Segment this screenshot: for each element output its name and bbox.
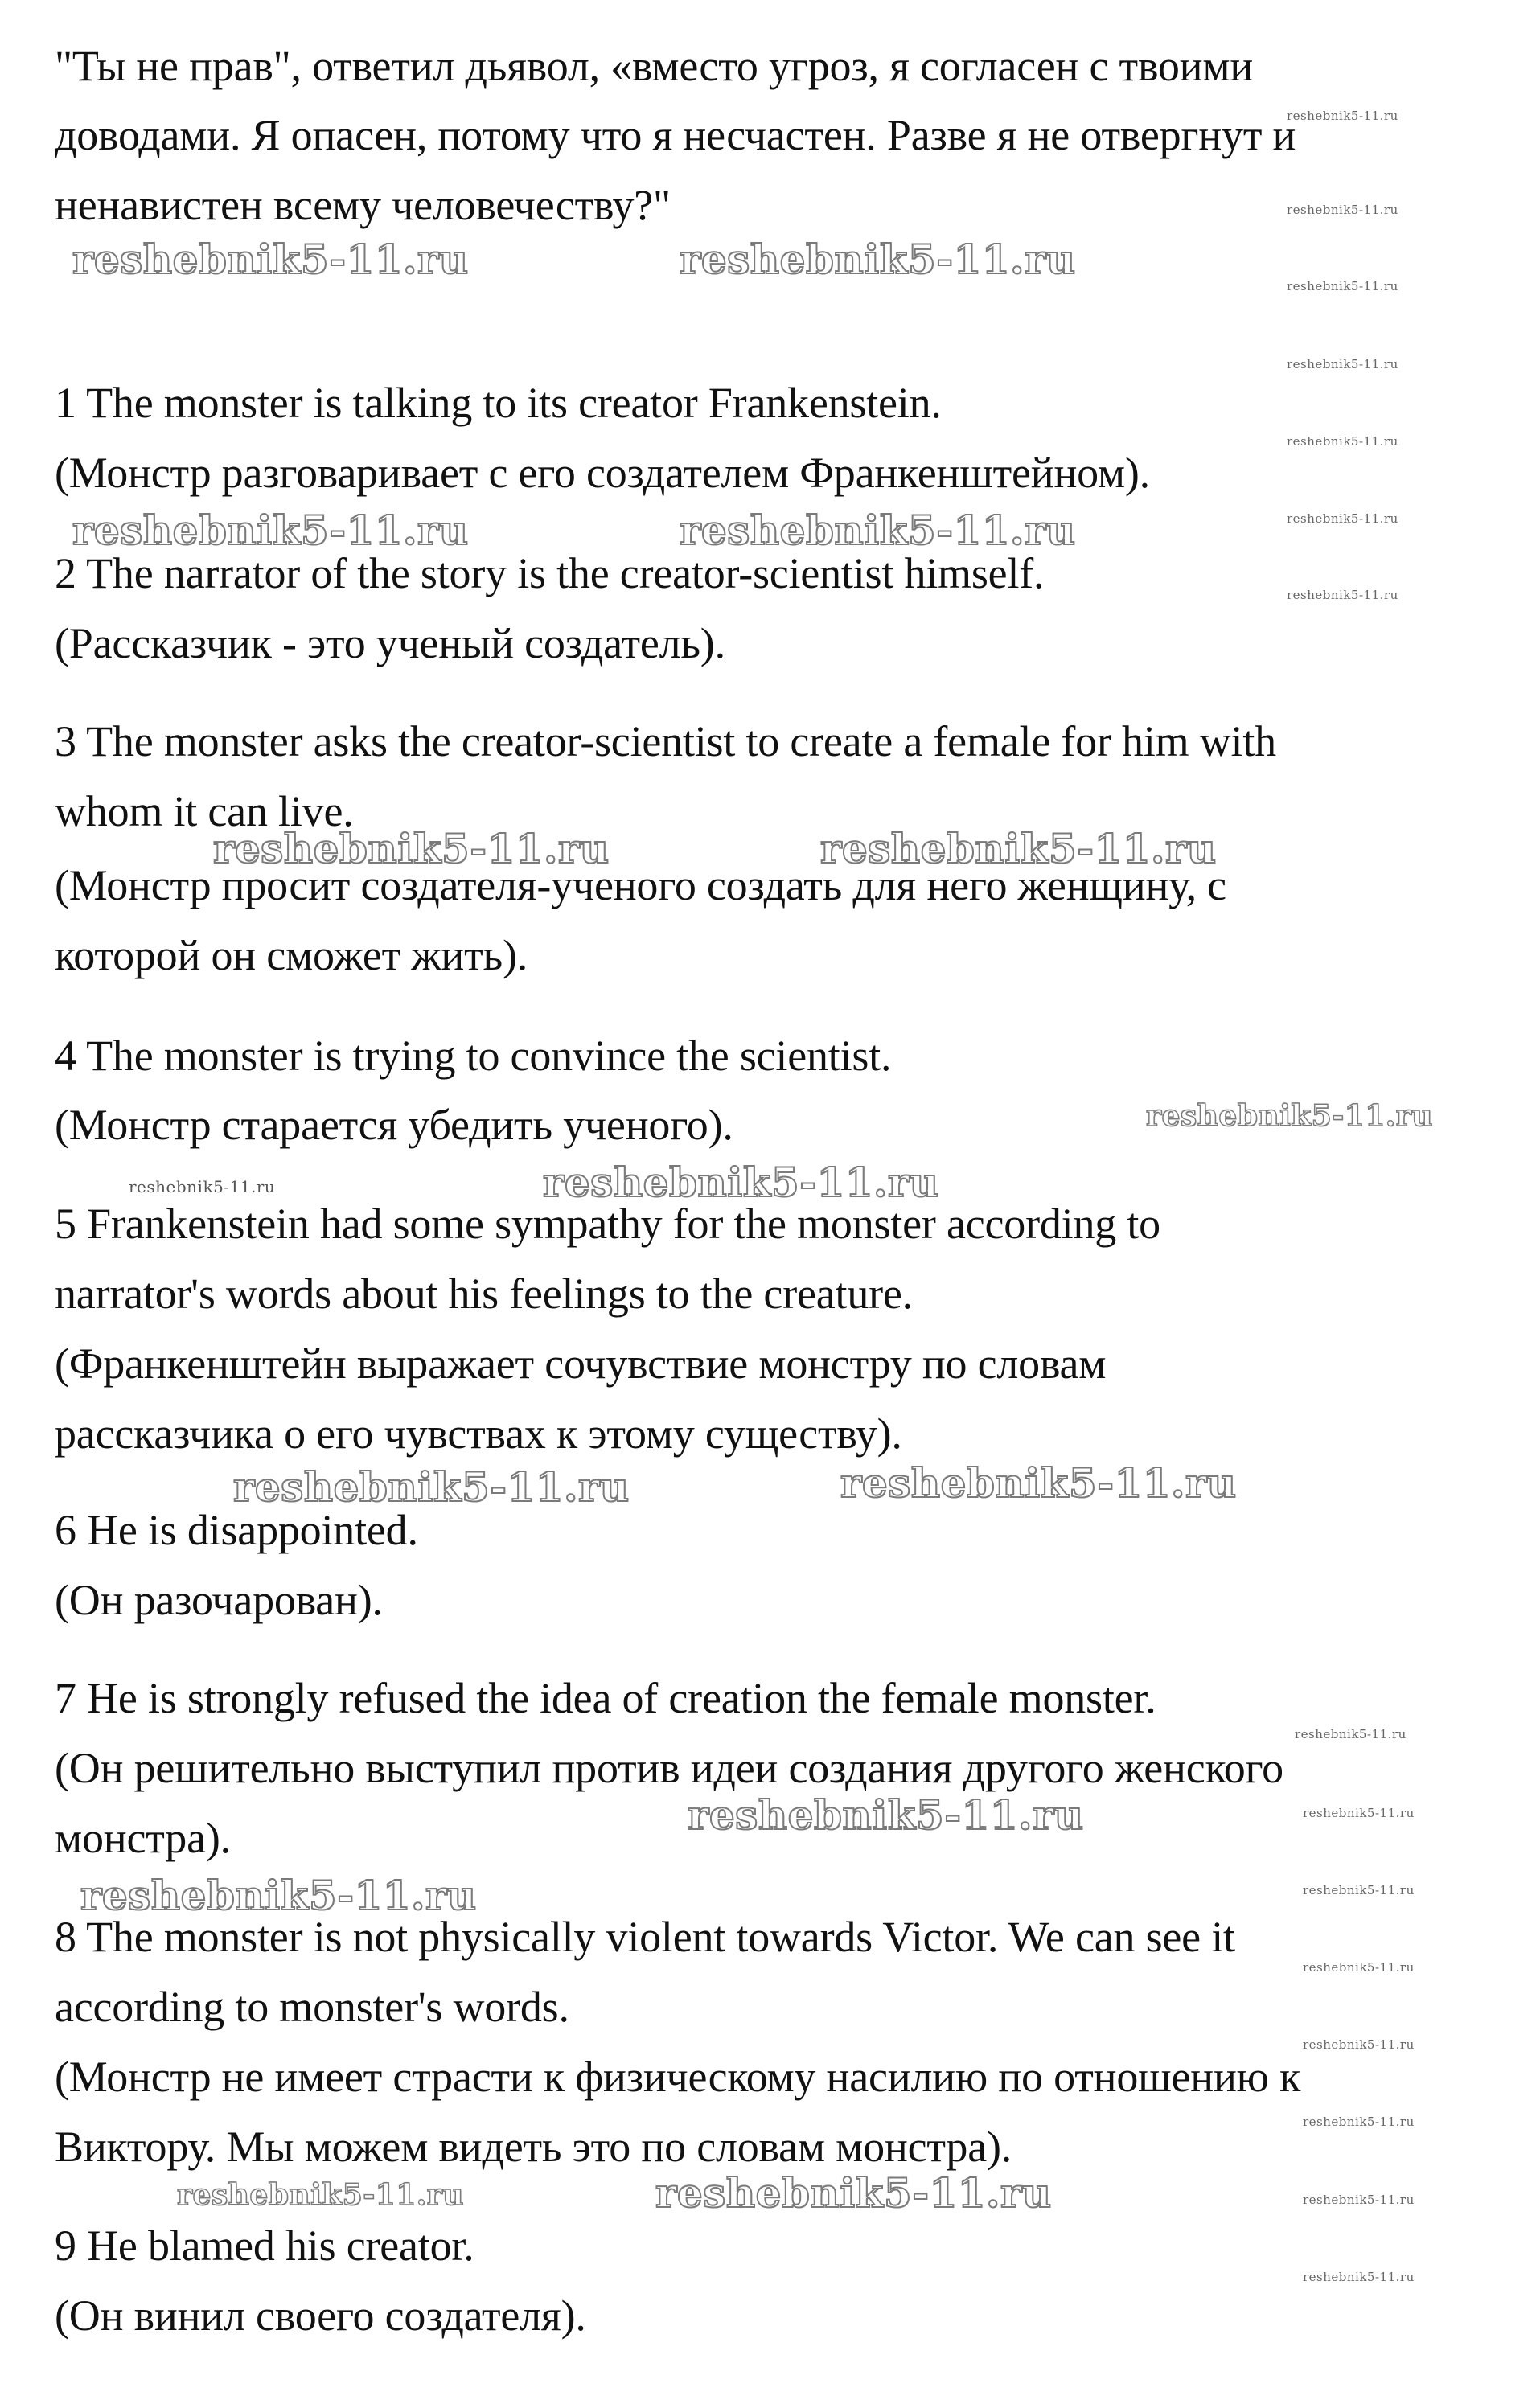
watermark: reshebnik5-11.ru [1287,279,1398,293]
text-line: 3 The monster asks the creator-scientist to create a female for him with [55,717,1276,765]
watermark: reshebnik5-11.ru [680,507,1076,554]
text-line: (Монстр разговаривает с его создателем Франкенштейном). [55,449,1150,497]
watermark: reshebnik5-11.ru [72,236,469,283]
text-line: 6 He is disappointed. [55,1506,418,1554]
text-line: доводами. Я опасен, потому что я несчастен. Разве я не отвергнут и [55,111,1296,159]
text-line: (Он винил своего создателя). [55,2291,586,2340]
watermark: reshebnik5-11.ru [1303,1806,1415,1820]
text-line: ненавистен всему человечеству?" [55,181,671,229]
watermark: reshebnik5-11.ru [655,2169,1052,2217]
text-line: (Он решительно выступил против идеи создания другого женского [55,1744,1283,1792]
text-line: рассказчика о его чувствах к этому существу). [55,1409,902,1458]
watermark: reshebnik5-11.ru [1287,203,1398,217]
text-line: "Ты не прав", ответил дьявол, «вместо угроз, я согласен с твоими [55,42,1254,90]
watermark: reshebnik5-11.ru [1287,511,1398,526]
watermark: reshebnik5-11.ru [72,507,469,554]
watermark: reshebnik5-11.ru [1303,2037,1415,2052]
text-line: Виктору. Мы можем видеть это по словам монстра). [55,2123,1012,2171]
text-line: (Рассказчик - это ученый создатель). [55,619,725,667]
text-line: according to monster's words. [55,1983,569,2031]
watermark: reshebnik5-11.ru [1303,1960,1415,1975]
watermark: reshebnik5-11.ru [1303,2270,1415,2284]
watermark: reshebnik5-11.ru [1303,2193,1415,2207]
watermark: reshebnik5-11.ru [129,1177,276,1196]
watermark: reshebnik5-11.ru [1303,2115,1415,2129]
text-line: (Монстр просит создателя-ученого создать для него женщину, с [55,861,1226,909]
watermark: reshebnik5-11.ru [80,1872,477,1919]
text-line: 1 The monster is talking to its creator Frankenstein. [55,379,942,427]
text-line: монстра). [55,1814,231,1862]
watermark: reshebnik5-11.ru [1287,588,1398,602]
text-line: (Монстр не имеет страсти к физическому насилию по отношению к [55,2053,1301,2101]
text-line: 7 He is strongly refused the idea of creation the female monster. [55,1674,1156,1722]
text-line: narrator's words about his feelings to the creature. [55,1270,913,1318]
watermark: reshebnik5-11.ru [1303,1883,1415,1897]
text-line: которой он сможет жить). [55,931,528,979]
text-line: whom it can live. [55,787,354,835]
watermark: reshebnik5-11.ru [233,1463,630,1511]
watermark: reshebnik5-11.ru [1287,434,1398,449]
watermark: reshebnik5-11.ru [680,236,1076,283]
watermark: reshebnik5-11.ru [1287,357,1398,371]
text-line: 4 The monster is trying to convince the scientist. [55,1032,892,1080]
text-line: 8 The monster is not physically violent towards Victor. We can see it [55,1913,1235,1961]
watermark: reshebnik5-11.ru [688,1791,1084,1839]
text-line: (Франкенштейн выражает сочувствие монстру по словам [55,1339,1107,1388]
watermark: reshebnik5-11.ru [1295,1727,1407,1741]
text-line: (Он разочарован). [55,1576,383,1624]
watermark: reshebnik5-11.ru [177,2178,464,2212]
watermark: reshebnik5-11.ru [543,1159,939,1206]
watermark: reshebnik5-11.ru [1146,1099,1433,1133]
text-line: 2 The narrator of the story is the creator-scientist himself. [55,549,1045,597]
watermark: reshebnik5-11.ru [213,825,610,872]
watermark: reshebnik5-11.ru [840,1459,1237,1507]
text-line: (Монстр старается убедить ученого). [55,1101,733,1149]
watermark: reshebnik5-11.ru [1287,109,1398,123]
text-line: 5 Frankenstein had some sympathy for the monster according to [55,1200,1160,1248]
watermark: reshebnik5-11.ru [820,825,1217,872]
text-line: 9 He blamed his creator. [55,2221,474,2270]
